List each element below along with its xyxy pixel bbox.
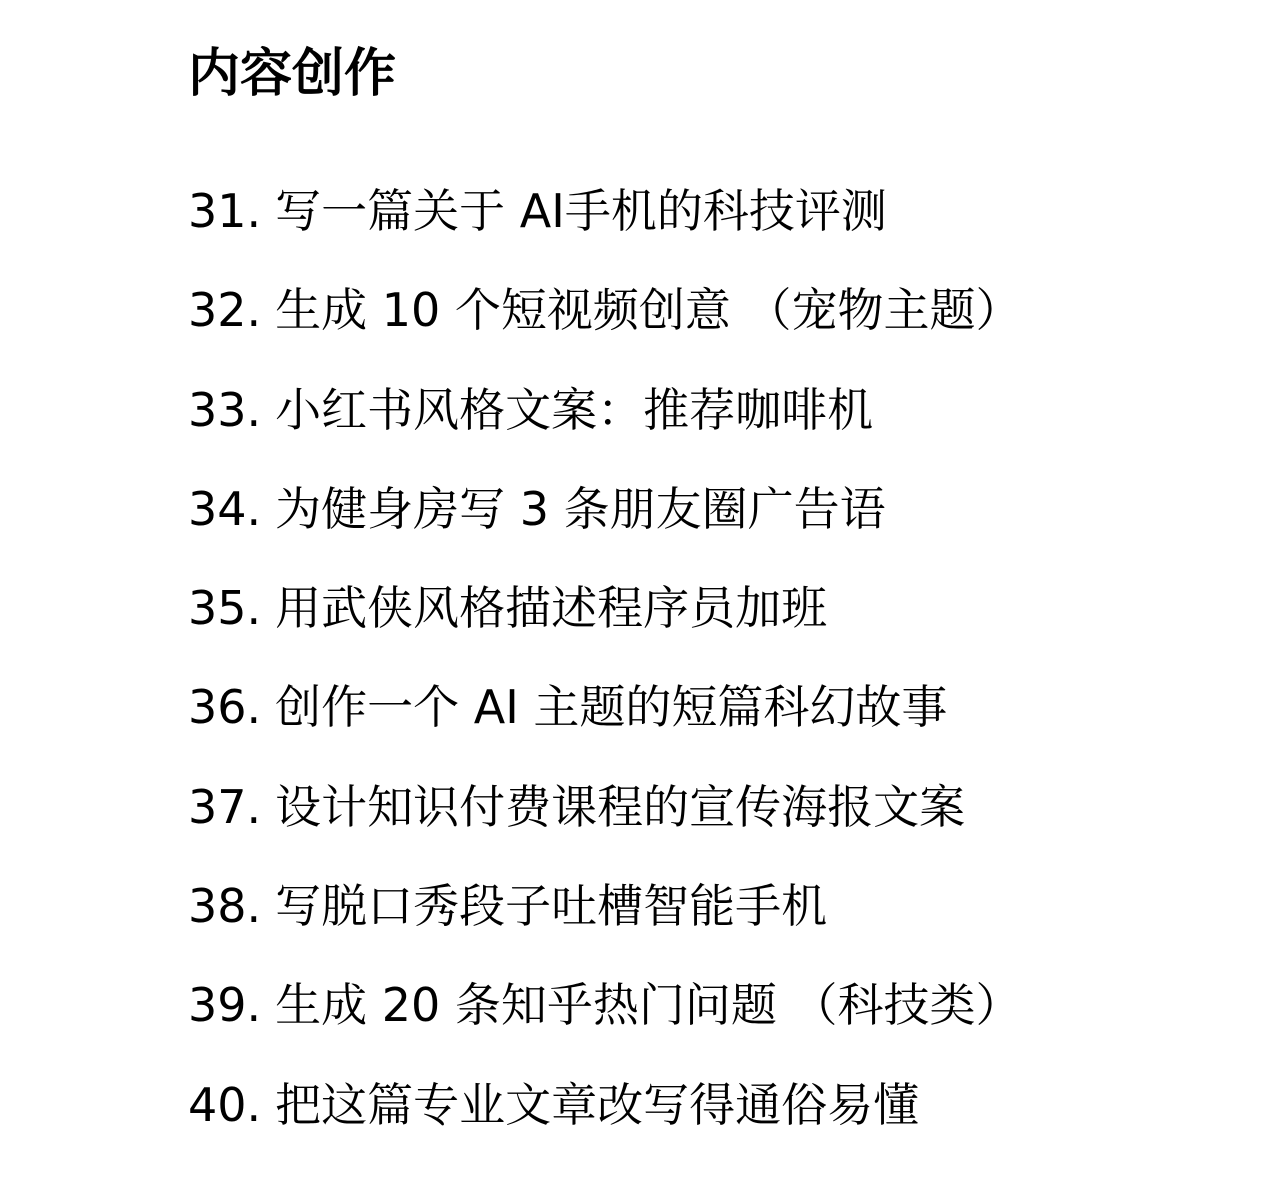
- item-text: 生成 20 条知乎热门问题 （科技类）: [275, 978, 1022, 1033]
- list-item: [188, 671, 1022, 770]
- prompt-list: [188, 175, 1022, 1168]
- list-item: [188, 1069, 1022, 1168]
- item-number: 31.: [188, 184, 262, 238]
- item-number: 34.: [188, 481, 262, 536]
- item-number: 38.: [188, 879, 262, 934]
- item-number: 35.: [188, 581, 262, 636]
- item-number: 33.: [188, 382, 262, 437]
- item-number: 37.: [188, 779, 262, 834]
- item-text: 为健身房写 3 条朋友圈广告语: [275, 481, 886, 536]
- list-item: [188, 771, 1022, 870]
- list-item: [188, 572, 1022, 671]
- item-text: 把这篇专业文章改写得通俗易懂: [275, 1077, 920, 1132]
- item-text: 生成 10 个短视频创意 （宠物主题）: [275, 283, 1022, 338]
- item-text: 小红书风格文案：推荐咖啡机: [275, 382, 874, 437]
- list-item: [188, 175, 1022, 274]
- list-item: [188, 274, 1022, 373]
- list-item: [188, 473, 1022, 572]
- item-text: 写脱口秀段子吐槽智能手机: [275, 879, 828, 934]
- list-item: [188, 374, 1022, 473]
- item-text: 写一篇关于 AI手机的科技评测: [275, 184, 887, 238]
- item-text: 设计知识付费课程的宣传海报文案: [275, 779, 966, 834]
- list-item: [188, 969, 1022, 1068]
- item-text: 创作一个 AI 主题的短篇科幻故事: [275, 680, 948, 735]
- list-item: [188, 870, 1022, 969]
- section-title: 内容创作: [188, 44, 397, 104]
- item-number: 32.: [188, 283, 262, 338]
- item-number: 36.: [188, 680, 262, 735]
- item-number: 40.: [188, 1077, 262, 1132]
- item-number: 39.: [188, 978, 262, 1033]
- item-text: 用武侠风格描述程序员加班: [275, 581, 828, 636]
